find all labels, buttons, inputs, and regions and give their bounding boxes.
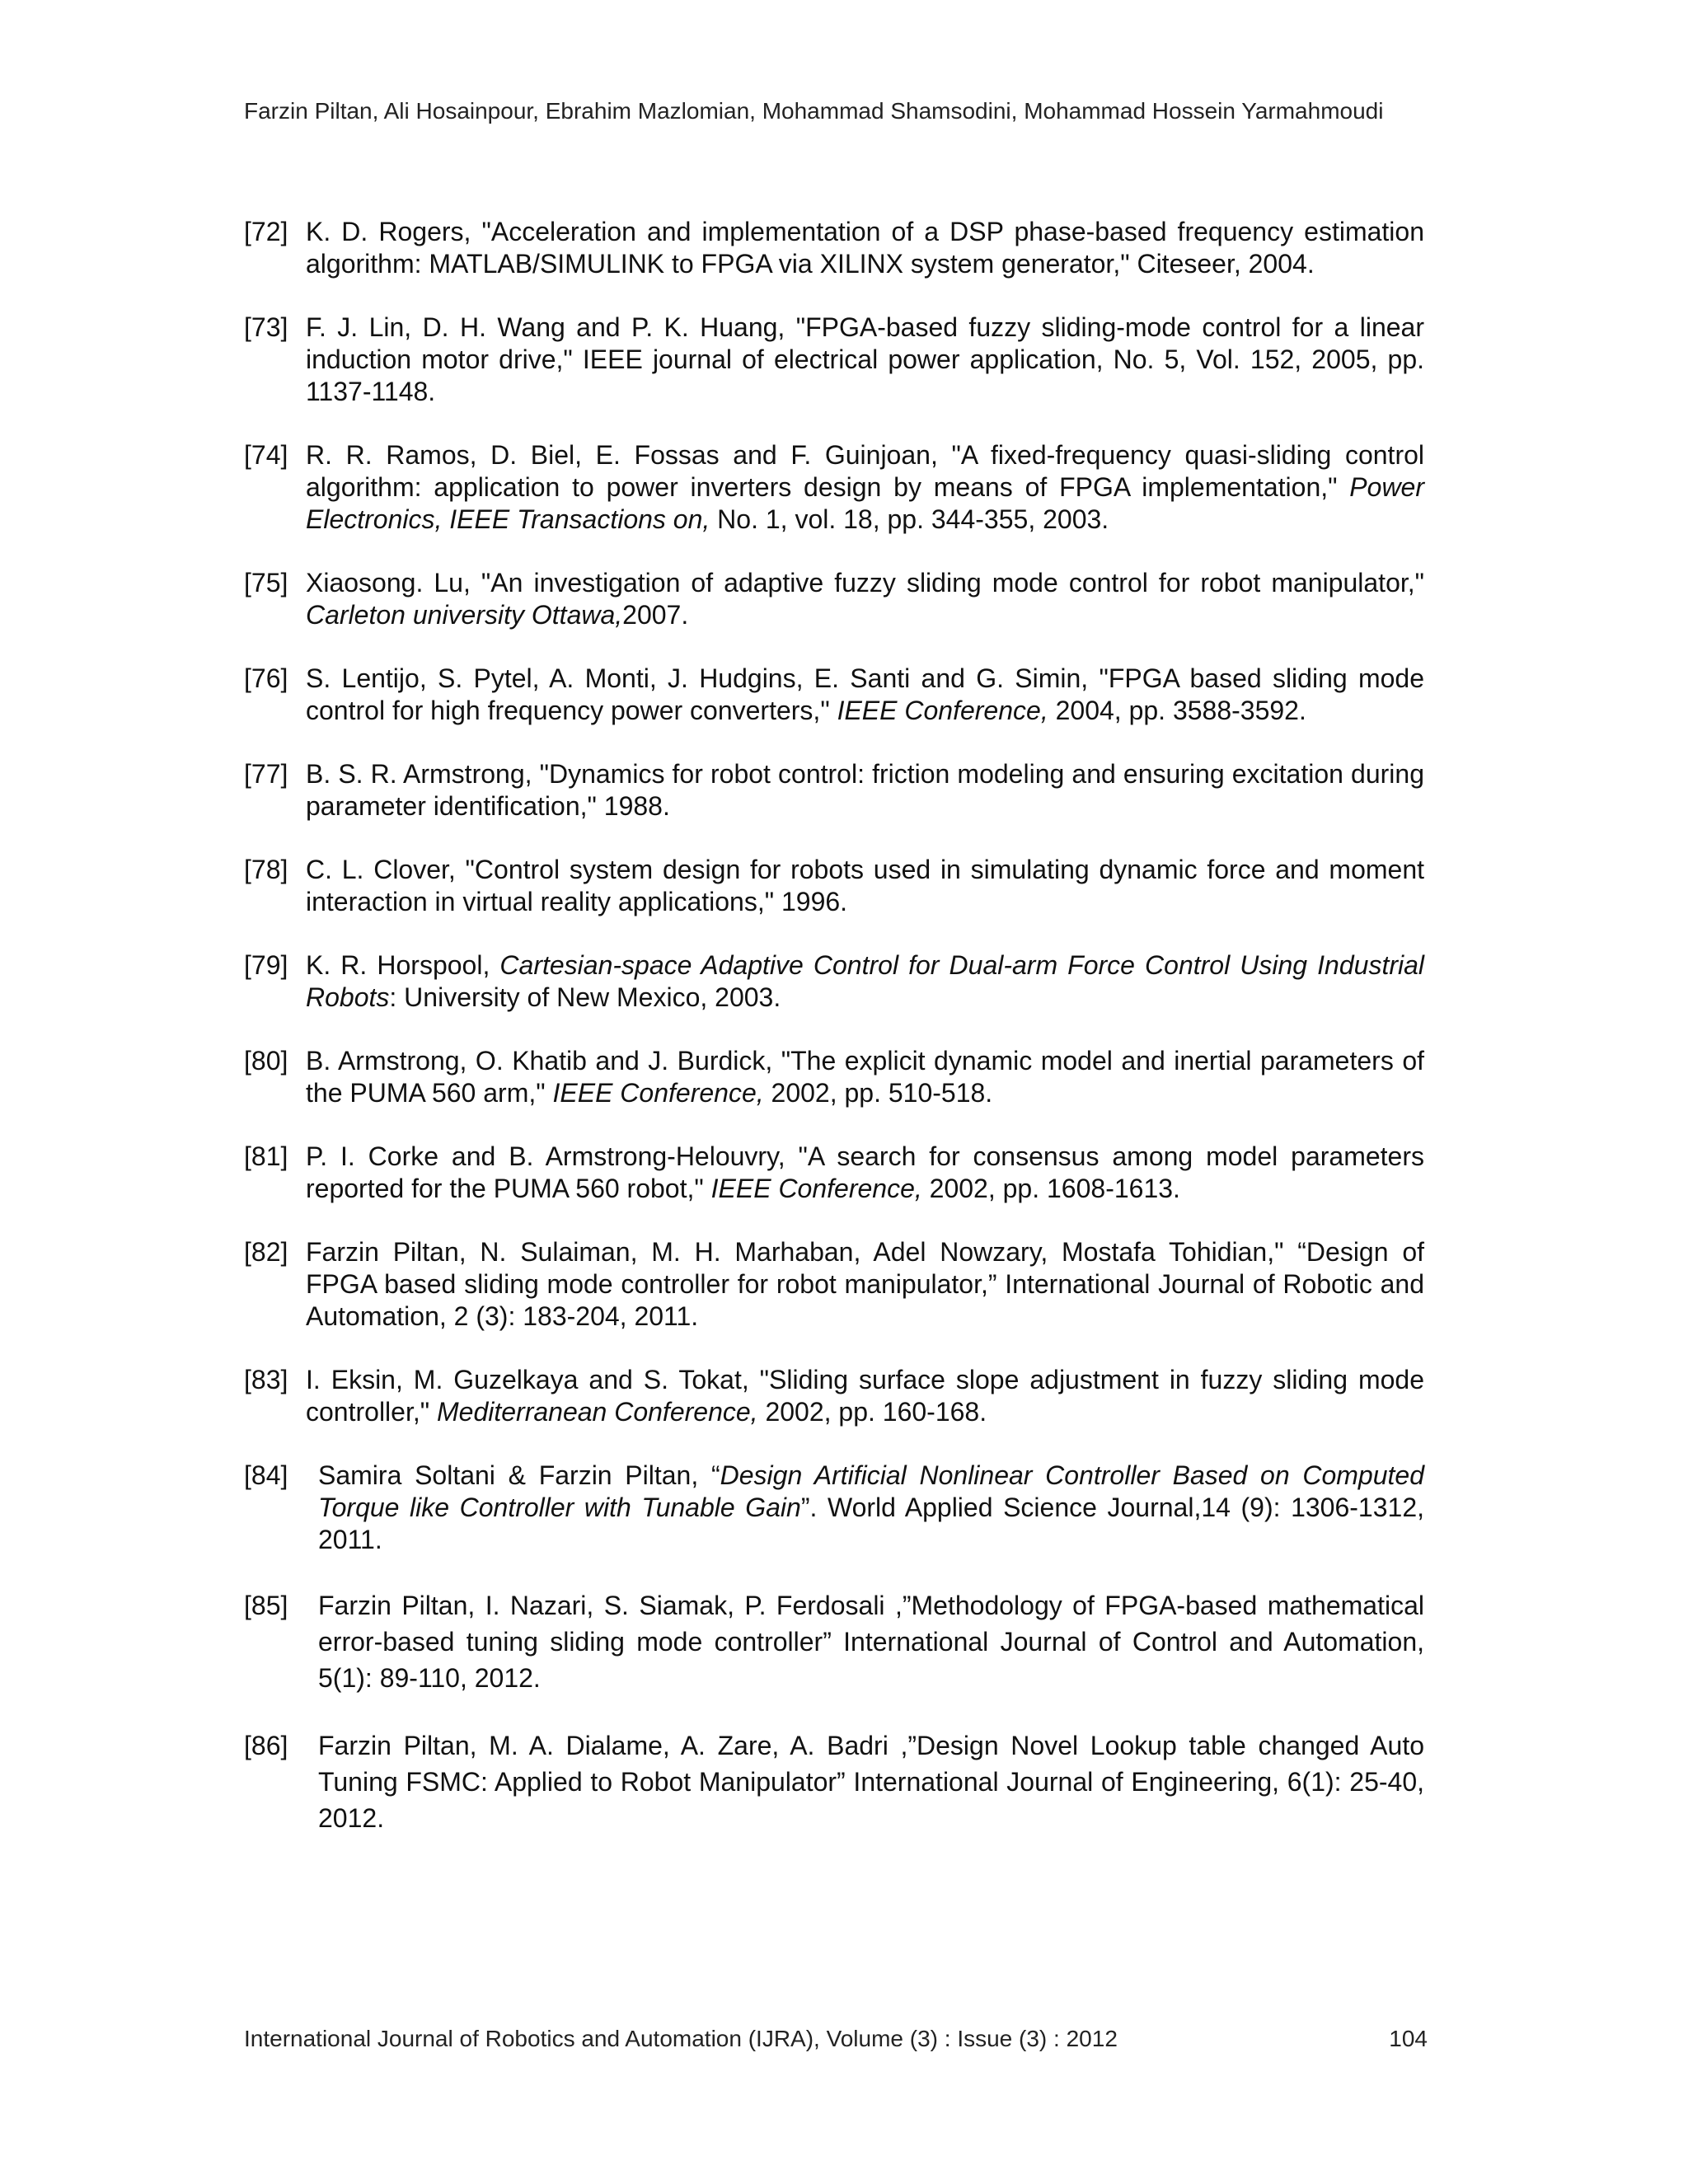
reference-text-part: 2004, pp. 3588-3592. xyxy=(1048,696,1306,725)
reference-text-part: ”. World Applied Science Journal,14 (9): 1306-1312, 2011. xyxy=(318,1493,1425,1554)
reference-text: Farzin Piltan, I. Nazari, S. Siamak, P. Ferdosali ,”Methodology of FPGA-based mathematical error-based tuning sliding mode controller” International Journal of Control and Automation, 5(1): 89-110, 2012. xyxy=(318,1591,1424,1693)
reference-number: [74] xyxy=(244,440,288,470)
reference-text-part: : University of New Mexico, 2003. xyxy=(389,982,781,1012)
reference-number: [77] xyxy=(244,759,288,789)
reference-text: B. S. R. Armstrong, "Dynamics for robot control: friction modeling and ensuring excitation during parameter identification," 1988. xyxy=(306,759,1424,821)
reference-title: Design Artificial Nonlinear Controller Based on Computed Torque like Controller with Tunable Gain xyxy=(318,1460,1425,1522)
reference-number: [84] xyxy=(244,1460,288,1490)
reference-number: [81] xyxy=(244,1141,288,1171)
reference-text xyxy=(244,949,1424,1014)
reference-number: [76] xyxy=(244,663,288,693)
reference-text-part: R. R. Ramos, D. Biel, E. Fossas and F. Guinjoan, "A fixed-frequency quasi-sliding control algorithm: application to power inverters design by means of FPGA implementation," xyxy=(306,440,1424,502)
reference-item xyxy=(244,439,1424,536)
reference-venue: Power Electronics, IEEE Transactions on, xyxy=(306,472,1424,534)
page-footer xyxy=(244,2025,1428,2053)
reference-item xyxy=(244,663,1424,727)
reference-text-part: S. Lentijo, S. Pytel, A. Monti, J. Hudgins, E. Santi and G. Simin, "FPGA based sliding mode control for high frequency power converters," xyxy=(306,663,1424,725)
reference-text-part: 2007. xyxy=(622,600,689,630)
reference-text-part: 2002, pp. 160-168. xyxy=(757,1397,987,1427)
reference-item xyxy=(244,1364,1424,1428)
reference-text: F. J. Lin, D. H. Wang and P. K. Huang, "FPGA-based fuzzy sliding-mode control for a linear induction motor drive," IEEE journal of electrical power application, No. 5, Vol. 152, 2005, pp. 1137-1148. xyxy=(306,312,1424,406)
reference-venue: Cartesian-space Adaptive Control for Dual-arm Force Control Using Industrial Robots xyxy=(306,950,1425,1012)
reference-text: Farzin Piltan, M. A. Dialame, A. Zare, A. Badri ,”Design Novel Lookup table changed Auto Tuning FSMC: Applied to Robot Manipulator” International Journal of Engineering, 6(1): 25-40, 2012. xyxy=(318,1731,1424,1833)
reference-number: [82] xyxy=(244,1237,288,1267)
reference-number: [86] xyxy=(244,1731,288,1760)
reference-text xyxy=(244,439,1424,536)
reference-number: [73] xyxy=(244,312,288,342)
reference-item xyxy=(244,1141,1424,1205)
running-header xyxy=(244,96,1431,125)
reference-number: [75] xyxy=(244,568,288,598)
reference-text xyxy=(244,1460,1424,1556)
reference-text-part: 2002, pp. 510-518. xyxy=(763,1078,993,1108)
reference-text xyxy=(244,1364,1424,1428)
reference-text-part: K. R. Horspool, xyxy=(306,950,500,980)
reference-text: C. L. Clover, "Control system design for robots used in simulating dynamic force and moment interaction in virtual reality applications," 1996. xyxy=(306,855,1424,916)
reference-item xyxy=(244,1045,1424,1109)
reference-text xyxy=(244,1141,1424,1205)
reference-item xyxy=(244,312,1424,408)
reference-item xyxy=(244,216,1424,280)
reference-text xyxy=(244,567,1424,631)
reference-item xyxy=(244,567,1424,631)
reference-text-part: B. Armstrong, O. Khatib and J. Burdick, "The explicit dynamic model and inertial parameters of the PUMA 560 arm," xyxy=(306,1046,1424,1108)
reference-item xyxy=(244,758,1424,823)
reference-item xyxy=(244,1727,1424,1836)
reference-text xyxy=(244,663,1424,727)
reference-venue: Mediterranean Conference, xyxy=(436,1397,758,1427)
reference-text: K. D. Rogers, "Acceleration and implementation of a DSP phase-based frequency estimation algorithm: MATLAB/SIMULINK to FPGA via XILINX system generator," Citeseer, 2004. xyxy=(306,217,1424,279)
reference-text-part: No. 1, vol. 18, pp. 344-355, 2003. xyxy=(710,504,1109,534)
reference-number: [78] xyxy=(244,855,288,884)
reference-venue: IEEE Conference, xyxy=(552,1078,764,1108)
header-authors: Farzin Piltan, Ali Hosainpour, Ebrahim Mazlomian, Mohammad Shamsodini, Mohammad Hossein Yarmahmoudi xyxy=(244,98,1384,124)
reference-text-part: Samira Soltani & Farzin Piltan, “ xyxy=(318,1460,720,1490)
reference-number: [83] xyxy=(244,1365,288,1394)
page-number: 104 xyxy=(1389,2026,1428,2051)
reference-venue: IEEE Conference, xyxy=(710,1174,922,1203)
reference-item xyxy=(244,1460,1424,1556)
reference-text: Farzin Piltan, N. Sulaiman, M. H. Marhaban, Adel Nowzary, Mostafa Tohidian," “Design of FPGA based sliding mode controller for robot manipulator,” International Journal of Robotic and Automation, 2 (3): 183-204, 2011. xyxy=(306,1237,1424,1331)
reference-number: [85] xyxy=(244,1591,288,1620)
reference-item xyxy=(244,949,1424,1014)
reference-item xyxy=(244,854,1424,918)
reference-item xyxy=(244,1236,1424,1333)
reference-number: [80] xyxy=(244,1046,288,1076)
reference-venue: Carleton university Ottawa, xyxy=(306,600,623,630)
reference-number: [72] xyxy=(244,217,288,246)
reference-text-part: Xiaosong. Lu, "An investigation of adaptive fuzzy sliding mode control for robot manipulator," xyxy=(306,568,1424,598)
reference-venue: IEEE Conference, xyxy=(837,696,1048,725)
reference-text-part: P. I. Corke and B. Armstrong-Helouvry, "A search for consensus among model parameters reported for the PUMA 560 robot," xyxy=(306,1141,1424,1203)
reference-text-part: I. Eksin, M. Guzelkaya and S. Tokat, "Sliding surface slope adjustment in fuzzy sliding mode controller," xyxy=(306,1365,1424,1427)
reference-list xyxy=(244,216,1424,1868)
reference-item xyxy=(244,1587,1424,1696)
reference-text-part: 2002, pp. 1608-1613. xyxy=(921,1174,1180,1203)
reference-number: [79] xyxy=(244,950,288,980)
reference-text xyxy=(244,1045,1424,1109)
footer-journal: International Journal of Robotics and Automation (IJRA), Volume (3) : Issue (3) : 2012 xyxy=(244,2026,1118,2051)
